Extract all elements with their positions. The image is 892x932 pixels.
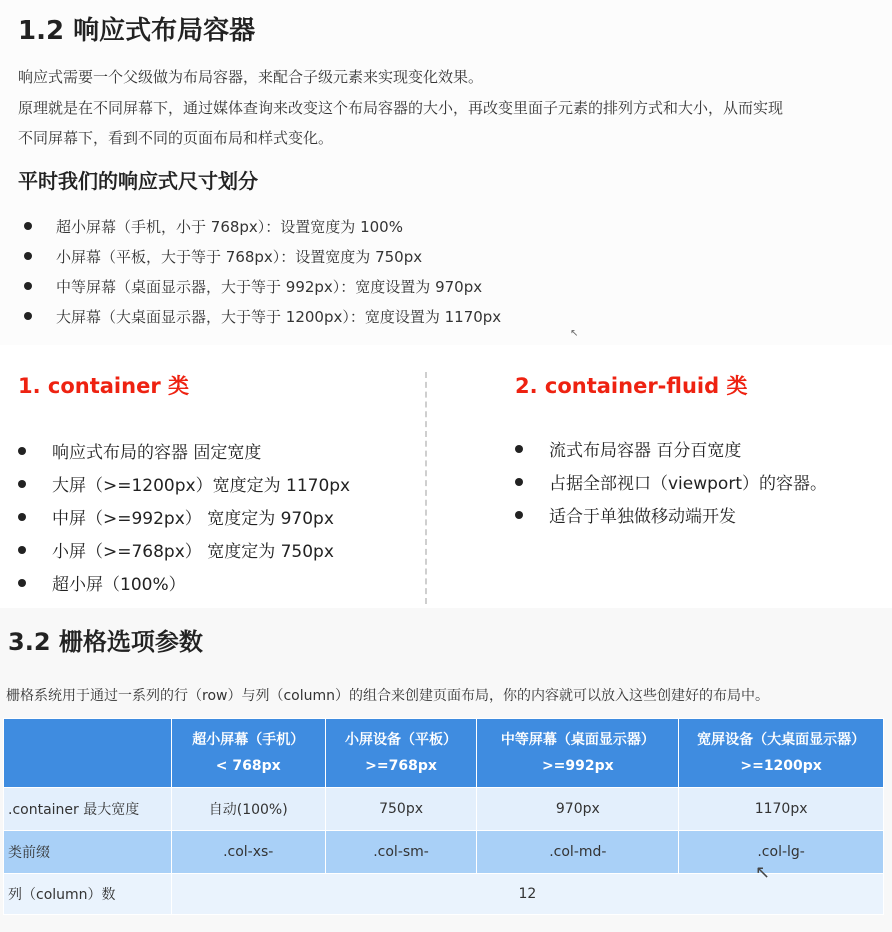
table-cell: 1170px <box>679 788 884 831</box>
bullet-dot <box>18 480 26 488</box>
table-cell: 750px <box>325 788 477 831</box>
grid-options-table <box>3 718 884 915</box>
header-breakpoint: >=1200px <box>740 758 822 774</box>
header-breakpoint: >=992px <box>541 758 614 774</box>
bullet-dot <box>515 511 523 519</box>
table-header-xs <box>171 719 325 788</box>
table-header-empty <box>4 719 172 788</box>
header-device-label: 中等屏幕（桌面显示器） <box>500 732 655 748</box>
container-list-item-text: 响应式布局的容器 固定宽度 <box>52 443 262 463</box>
header-device-label: 小屏设备（平板） <box>345 732 458 748</box>
table-header-md <box>477 719 679 788</box>
size-list-item-text: 大屏幕（大桌面显示器，大于等于 1200px）：宽度设置为 1170px <box>56 308 502 326</box>
dashed-divider <box>425 372 427 604</box>
row-label: .container 最大宽度 <box>4 788 172 831</box>
container-list-item <box>18 471 350 496</box>
table-cell: .col-xs- <box>171 831 325 874</box>
bullet-dot <box>24 222 32 230</box>
bullet-dot <box>24 252 32 260</box>
size-list-item-text: 小屏幕（平板，大于等于 768px）：设置宽度为 750px <box>56 248 423 266</box>
section-title-grid-options: 3.2 栅格选项参数 <box>8 628 203 656</box>
header-device-label: 超小屏幕（手机） <box>192 732 305 748</box>
header-device-label: 宽屏设备（大桌面显示器） <box>697 732 866 748</box>
size-list-item <box>24 246 422 267</box>
size-list-item <box>24 306 501 327</box>
bullet-dot <box>18 546 26 554</box>
container-list-item-text: 中屏（>=992px） 宽度定为 970px <box>52 509 334 529</box>
table-header-lg <box>679 719 884 788</box>
size-list-item-text: 超小屏幕（手机，小于 768px）：设置宽度为 100% <box>56 218 403 236</box>
container-list-item-text: 小屏（>=768px） 宽度定为 750px <box>52 542 334 562</box>
container-list-item <box>18 438 261 463</box>
bullet-dot <box>515 445 523 453</box>
size-list-item-text: 中等屏幕（桌面显示器，大于等于 992px）：宽度设置为 970px <box>56 278 483 296</box>
intro-paragraph-line-2: 原理就是在不同屏幕下，通过媒体查询来改变这个布局容器的大小，再改变里面子元素的排列方式和大小，从而实现 <box>18 99 784 117</box>
container-list-item-text: 大屏（>=1200px）宽度定为 1170px <box>52 476 351 496</box>
container-fluid-list-item-text: 占据全部视口（viewport）的容器。 <box>549 474 827 494</box>
mouse-pointer-icon: ↖ <box>755 862 771 883</box>
table-header-row <box>4 719 884 788</box>
size-list-item <box>24 216 403 237</box>
container-fluid-list-item-text: 适合于单独做移动端开发 <box>549 507 736 527</box>
table-cell: 自动(100%) <box>171 788 325 831</box>
mouse-pointer-icon: ↖ <box>570 328 579 339</box>
container-fluid-list-item <box>515 502 736 527</box>
bullet-dot <box>24 282 32 290</box>
row-label: 列（column）数 <box>4 874 172 915</box>
table-cell: .col-sm- <box>325 831 477 874</box>
bullet-dot <box>18 579 26 587</box>
container-fluid-list-item <box>515 469 827 494</box>
bullet-dot <box>515 478 523 486</box>
header-breakpoint: >=768px <box>365 758 437 774</box>
grid-description: 栅格系统用于通过一系列的行（row）与列（column）的组合来创建页面布局，你的内容就可以放入这些创建好的布局中。 <box>6 688 769 704</box>
bullet-dot <box>18 447 26 455</box>
container-list-item <box>18 537 334 562</box>
section-title-responsive-container: 1.2 响应式布局容器 <box>18 16 256 46</box>
table-cell: .col-lg- <box>679 831 884 874</box>
subtitle-size-division: 平时我们的响应式尺寸划分 <box>18 169 258 193</box>
container-list-item-text: 超小屏（100%） <box>52 575 186 595</box>
container-fluid-class-title: 2. container-fluid 类 <box>515 374 748 398</box>
table-cell: 970px <box>477 788 679 831</box>
container-fluid-list-item-text: 流式布局容器 百分百宽度 <box>549 441 742 461</box>
bullet-dot <box>18 513 26 521</box>
table-row <box>4 788 884 831</box>
header-breakpoint: < 768px <box>215 758 281 774</box>
intro-paragraph-line-1: 响应式需要一个父级做为布局容器，来配合子级元素来实现变化效果。 <box>18 68 484 86</box>
row-label: 类前缀 <box>4 831 172 874</box>
container-fluid-list-item <box>515 436 741 461</box>
table-header-sm <box>325 719 477 788</box>
container-list-item <box>18 570 186 595</box>
intro-paragraph-line-3: 不同屏幕下，看到不同的页面布局和样式变化。 <box>18 129 334 147</box>
size-list-item <box>24 276 482 297</box>
container-list-item <box>18 504 334 529</box>
table-cell: .col-md- <box>477 831 679 874</box>
table-row <box>4 831 884 874</box>
table-cell-column-count: 12 <box>171 874 883 915</box>
table-row <box>4 874 884 915</box>
container-class-title: 1. container 类 <box>18 374 189 398</box>
bullet-dot <box>24 312 32 320</box>
